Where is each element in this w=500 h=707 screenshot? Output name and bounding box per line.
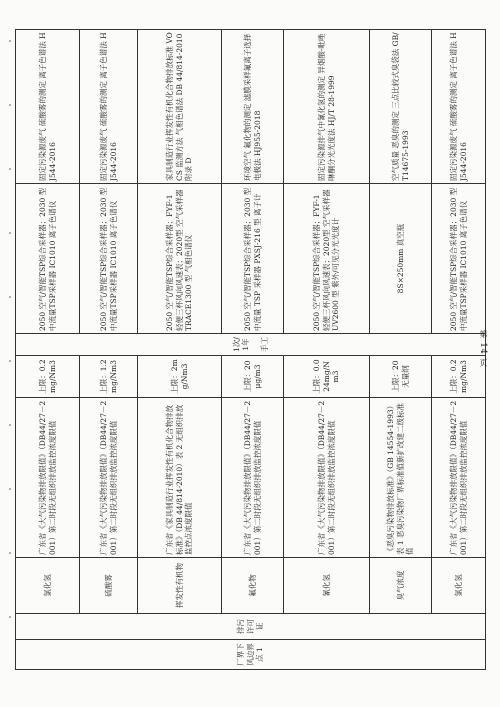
equipment-cell: 8S×250mm 真空瓶 — [370, 184, 432, 334]
pollutant-cell: 臭气浓度 — [370, 558, 432, 614]
limit-cell: 上限：0.2mg/Nm3 — [16, 356, 80, 398]
limit-cell: 上限：2mg/Nm3 — [138, 356, 222, 398]
standard-cell: 广东省《大气污染物排放限值》（DB44/27－2001）第二时段无组织排放监控浓度限值 — [432, 398, 486, 558]
standard-cell: 《恶臭污染物排放标准》（GB 14554-1993）表 1 恶臭污染物厂界标准值新扩改建二级标准值 — [370, 398, 432, 558]
method-cell: 固定污染源排气中氰化氢的测定 异烟酸-吡唑啉酮分光光度法 HJ/T 28-1999 — [284, 30, 370, 184]
equipment-cell: 2050 空气/智能TSP综合采样器；2030 型 中流量TSP采样器 IC1010 离子色谱仪 — [80, 184, 138, 334]
equipment-cell: 2050 空气/智能TSP综合采样器；2030 型 中流量TSP采样器 IC1010 离子色谱仪 — [16, 184, 80, 334]
equipment-cell: 2050 空气/智能TSP综合采样器；2030 型 中流量TSP采样器 IC1010 离子色谱仪 — [432, 184, 486, 334]
equipment-cell: 2050 空气/智能TSP综合采样器；FYF-1 轻便三杯风向风速表；2020型 空气采样器 UV2600 型 紫外/可见分光光度计 — [284, 184, 370, 334]
standard-cell: 广东省《大气污染物排放限值》（DB44/27－2001）第二时段无组织排放监控浓度限值 — [222, 398, 284, 558]
permit-column: 排污许可证 — [16, 614, 486, 640]
standard-cell: 广东省《大气污染物排放限值》（DB44/27－2001）第二时段无组织排放监控浓度限值 — [16, 398, 80, 558]
pollutant-cell: 氯化氢 — [432, 558, 486, 614]
page-number: 第 14 页 — [479, 330, 488, 368]
table-row — [16, 30, 80, 670]
standard-cell: 广东省《大气污染物排放限值》（DB44/27－2001）第二时段无组织排放监控浓度限值 — [284, 398, 370, 558]
pollutant-cell: 氰化氢 — [284, 558, 370, 614]
pollutant-cell: 硫酸雾 — [80, 558, 138, 614]
equipment-cell: 2050 空气/智能TSP综合采样器；FYF-1 轻便三杯风向风速表；2020型 空气采样器 TRACE1300 型 气相色谱仪 — [138, 184, 222, 334]
limit-cell: 上限：20 μg/m3 — [222, 356, 284, 398]
standard-cell: 广东省《大气污染物排放限值》（DB44/27－2001）第二时段无组织排放监控浓度限值 — [80, 398, 138, 558]
binding-holes — [9, 40, 13, 680]
method-cell: 空气质量 恶臭的测定 三点比较式臭袋法 GB/T14675-1993 — [370, 30, 432, 184]
frequency-cell: 1次/1年 手工 — [16, 334, 486, 356]
equipment-cell: 2050 空气/智能TSP综合采样器；2030 型 中流量 TSP 采样器 PXSJ-216 型 离子计 — [222, 184, 284, 334]
method-cell: 家具制造行业挥发性有机化合物排放标准 VOCS 监测方法 气相色谱法 DB 44/814-2010 附录 D — [138, 30, 222, 184]
method-cell: 固定污染源废气 硫酸雾的测定 离子色谱法 HJ544-2016 — [432, 30, 486, 184]
standard-cell: 广东省《家具制造行业挥发性有机化合物排放标准》（DB 44/814-2010）表 2 无组织排放监控点浓度限值 — [138, 398, 222, 558]
pollutant-cell: 挥发性有机物 — [138, 558, 222, 614]
monitoring-point: 厂界下风边界点 1 — [16, 640, 486, 670]
limit-cell: 上限：1.2mg/Nm3 — [80, 356, 138, 398]
rotated-table-container — [15, 30, 481, 670]
limit-cell: 上限：0.024mg/Nm3 — [284, 356, 370, 398]
method-cell: 固定污染源废气 硫酸雾的测定 离子色谱法 HJ544-2016 — [16, 30, 80, 184]
pollutant-cell: 氯化氢 — [16, 558, 80, 614]
method-cell: 环境空气 氟化物的测定 滤膜采样氟离子选择电极法 HJ955-2018 — [222, 30, 284, 184]
limit-cell: 上限：20 无量纲 — [370, 356, 432, 398]
monitoring-table — [15, 29, 486, 670]
limit-cell: 上限：0.2mg/Nm3 — [432, 356, 486, 398]
method-cell: 固定污染源废气 硫酸雾的测定 离子色谱法 HJ544-2016 — [80, 30, 138, 184]
pollutant-cell: 氟化物 — [222, 558, 284, 614]
